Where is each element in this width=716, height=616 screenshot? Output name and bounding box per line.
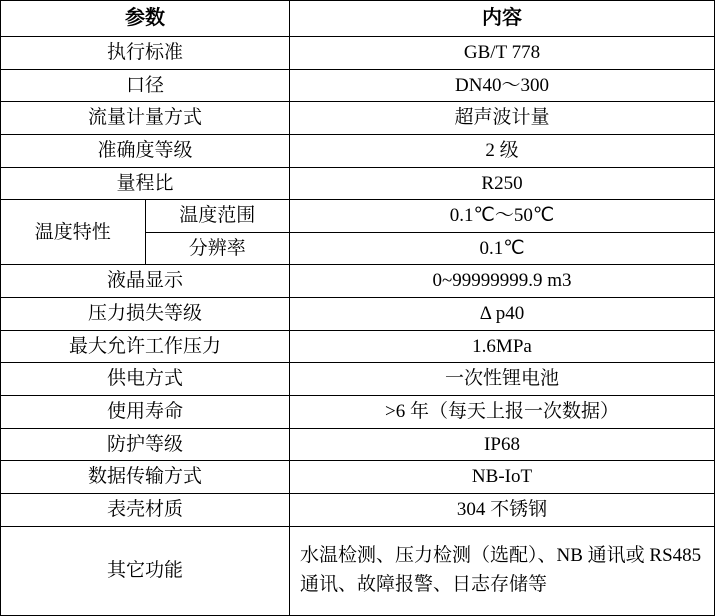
param-label: 量程比 bbox=[116, 172, 174, 194]
content-value: 0~99999999.9 m3 bbox=[432, 270, 572, 292]
content-value: IP68 bbox=[484, 433, 520, 455]
table-row bbox=[1, 37, 715, 70]
table-row bbox=[1, 428, 715, 461]
content-value: NB-IoT bbox=[471, 466, 533, 488]
param-cell bbox=[1, 493, 290, 526]
param-label: 防护等级 bbox=[106, 433, 183, 455]
header-content: 内容 bbox=[290, 1, 715, 37]
sub-param-cell bbox=[145, 200, 290, 233]
content-value: DN40～300 bbox=[455, 74, 549, 96]
sub-param-label: 分辨率 bbox=[188, 237, 246, 259]
content-cell bbox=[290, 493, 715, 526]
content-cell bbox=[290, 330, 715, 363]
content-value: >6 年（每天上报一次数据） bbox=[385, 401, 619, 423]
param-label: 其它功能 bbox=[106, 559, 183, 581]
content-cell bbox=[290, 461, 715, 494]
content-value: 304 不锈钢 bbox=[456, 498, 548, 520]
param-label: 供电方式 bbox=[106, 368, 183, 390]
content-value: 一次性锂电池 bbox=[444, 368, 559, 390]
param-cell bbox=[1, 428, 290, 461]
param-cell bbox=[1, 330, 290, 363]
param-cell bbox=[1, 167, 290, 200]
param-cell bbox=[1, 134, 290, 167]
param-cell bbox=[1, 526, 290, 615]
content-cell bbox=[290, 200, 715, 233]
param-cell bbox=[1, 102, 290, 135]
param-cell bbox=[1, 37, 290, 70]
param-label: 表壳材质 bbox=[106, 498, 183, 520]
param-cell bbox=[1, 461, 290, 494]
content-value: 1.6MPa bbox=[472, 335, 532, 357]
content-cell bbox=[290, 265, 715, 298]
table-header-row bbox=[1, 1, 715, 37]
table-row bbox=[1, 396, 715, 429]
content-value: 2 级 bbox=[485, 139, 519, 161]
content-value: 超声波计量 bbox=[454, 107, 550, 129]
sub-param-label: 温度范围 bbox=[179, 205, 256, 227]
table-row bbox=[1, 265, 715, 298]
content-cell bbox=[290, 69, 715, 102]
param-cell bbox=[1, 69, 290, 102]
param-label: 最大允许工作压力 bbox=[68, 335, 221, 357]
table-row bbox=[1, 167, 715, 200]
content-cell bbox=[290, 167, 715, 200]
param-label: 准确度等级 bbox=[97, 139, 193, 161]
content-cell bbox=[290, 298, 715, 331]
table-row bbox=[1, 493, 715, 526]
content-value: 水温检测、压力检测（选配）、NB 通讯或 RS485 通讯、故障报警、日志存储等 bbox=[300, 545, 702, 595]
table-row bbox=[1, 330, 715, 363]
content-cell bbox=[290, 134, 715, 167]
param-label: 使用寿命 bbox=[106, 401, 183, 423]
param-label: 温度特性 bbox=[34, 221, 111, 243]
content-cell bbox=[290, 428, 715, 461]
table-row-temperature-range bbox=[1, 200, 715, 233]
header-parameter: 参数 bbox=[1, 1, 290, 37]
param-cell bbox=[1, 363, 290, 396]
content-cell bbox=[290, 232, 715, 265]
param-label: 口径 bbox=[125, 74, 164, 96]
content-cell bbox=[290, 396, 715, 429]
content-cell bbox=[290, 363, 715, 396]
table-row bbox=[1, 461, 715, 494]
content-cell bbox=[290, 37, 715, 70]
content-value: R250 bbox=[481, 172, 523, 194]
param-label: 压力损失等级 bbox=[87, 303, 202, 325]
param-label: 数据传输方式 bbox=[87, 466, 202, 488]
content-cell bbox=[290, 526, 715, 615]
content-value: 0.1℃～50℃ bbox=[449, 205, 555, 227]
param-label: 液晶显示 bbox=[106, 270, 183, 292]
param-cell bbox=[1, 396, 290, 429]
param-cell-temperature bbox=[1, 200, 146, 265]
param-label: 流量计量方式 bbox=[87, 107, 202, 129]
table-row-other-functions bbox=[1, 526, 715, 615]
table-row bbox=[1, 298, 715, 331]
sub-param-cell bbox=[145, 232, 290, 265]
param-cell bbox=[1, 265, 290, 298]
content-value: GB/T 778 bbox=[463, 42, 541, 63]
table-row bbox=[1, 363, 715, 396]
content-cell bbox=[290, 102, 715, 135]
table-row bbox=[1, 102, 715, 135]
content-value: Δ p40 bbox=[479, 303, 525, 325]
param-label: 执行标准 bbox=[106, 42, 183, 63]
content-value: 0.1℃ bbox=[479, 237, 525, 259]
table-row bbox=[1, 69, 715, 102]
table-row bbox=[1, 134, 715, 167]
param-cell bbox=[1, 298, 290, 331]
